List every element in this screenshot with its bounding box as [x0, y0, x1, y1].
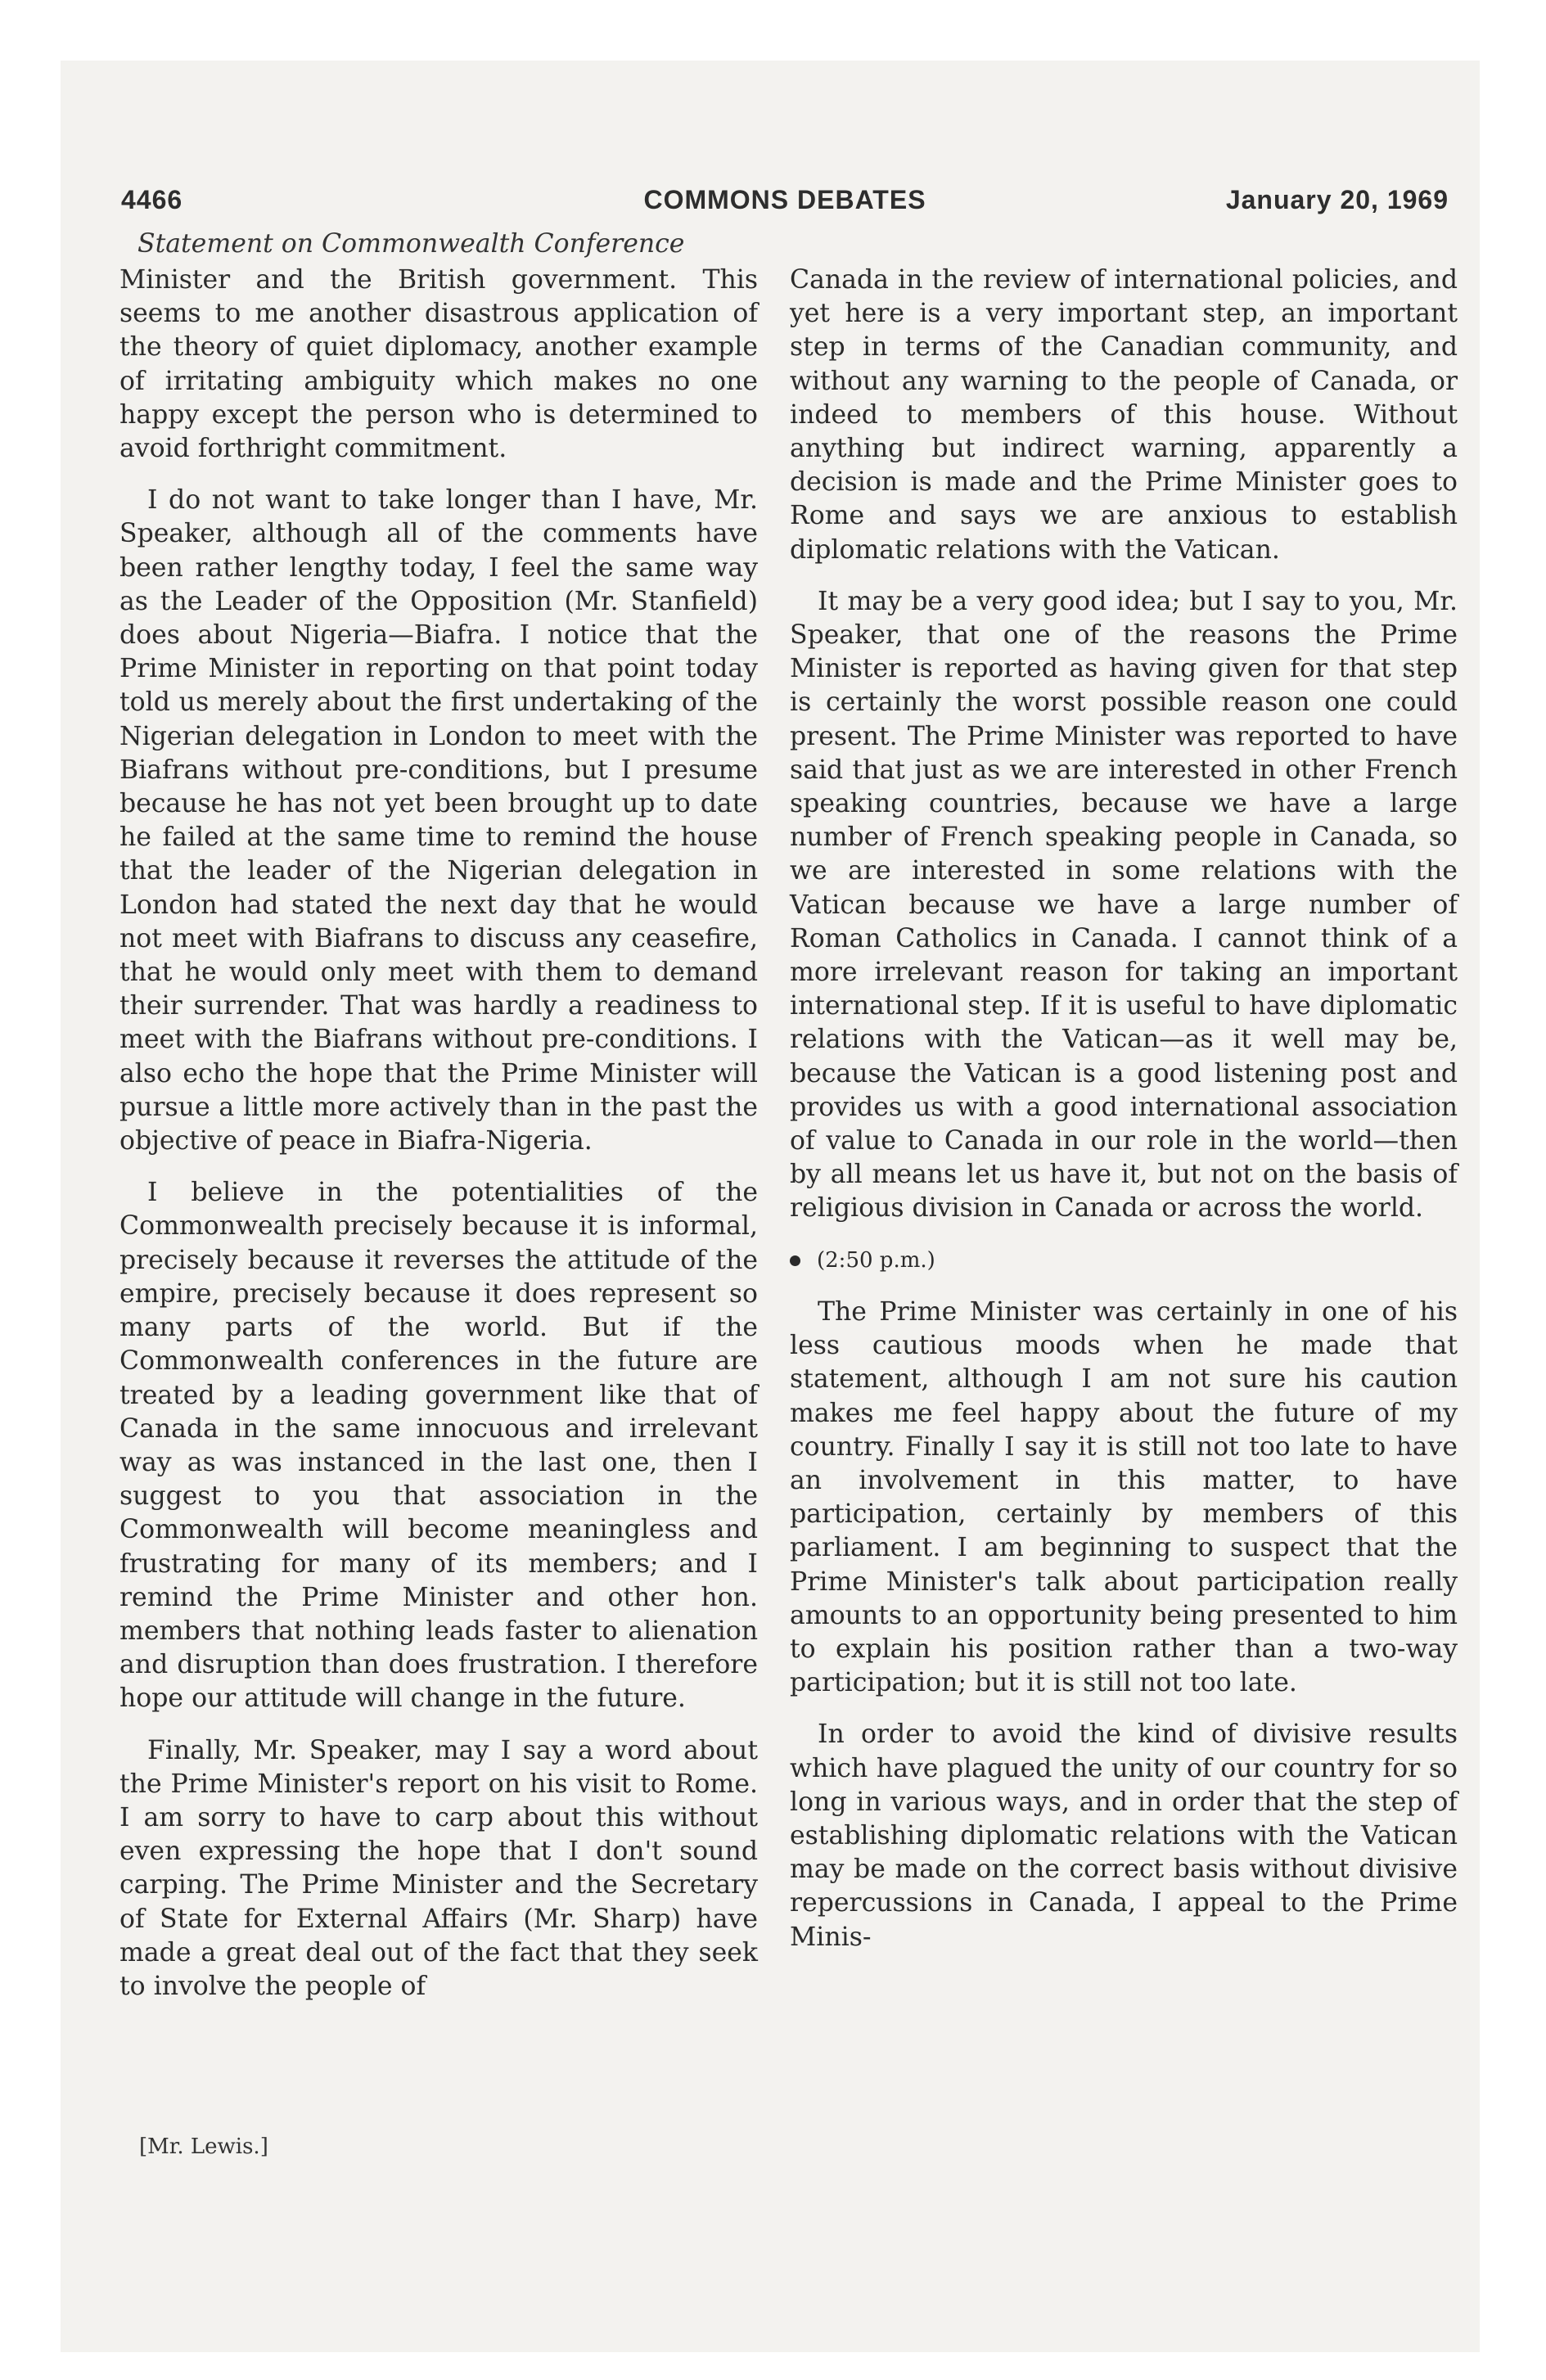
section-subject: Statement on Commonwealth Conference: [137, 229, 685, 259]
left-column: [119, 264, 758, 2022]
bullet-icon: [790, 1255, 800, 1266]
paragraph: Canada in the review of international policies, and yet here is a very important step, an important step in terms of the Canadian community, and without any warning to the people of Canada, or indeed to members of this house. Without anything but indirect warning, apparently a decision is made and the Prime Minister goes to Rome and says we are anxious to establish diplomatic relations with the Vatican.: [790, 265, 1458, 565]
paragraph: Minister and the British government. This seems to me another disastrous application of the theory of quiet diplomacy, another example of irritating ambiguity which makes no one happy except the person who is determined to avoid forthright commitment.: [119, 265, 758, 464]
right-column: [790, 264, 1458, 1972]
page-number: 4466: [121, 185, 183, 214]
speaker-tag: [Mr. Lewis.]: [139, 2134, 268, 2159]
paragraph: The Prime Minister was certainly in one of his less cautious moods when he made that statement, although I am not sure his caution makes me feel happy about the future of my country. Finally I say it is still not too late to have an involvement in this matter, to have participation, certainly by members of this parliament. I am beginning to suspect that the Prime Minister's talk about participation really amounts to an opportunity being presented to him to explain his position rather than a two-way participation; but it is still not too late.: [790, 1296, 1458, 1698]
page-header: [121, 185, 1449, 221]
paragraph: I believe in the potentialities of the Commonwealth precisely because it is informal, precisely because it reverses the attitude of the empire, precisely because it does represent so many parts of the world. But if the Commonwealth conferences in the future are treated by a leading government like that of Canada in the same innocuous and irrelevant way as was instanced in the last one, then I suggest to you that association in the Commonwealth will become meaningless and frustrating for many of its members; and I remind the Prime Minister and other hon. members that nothing leads faster to alienation and disruption than does frustration. I therefore hope our attitude will change in the future.: [119, 1178, 758, 1714]
time-marker-text: (2:50 p.m.): [817, 1247, 935, 1273]
issue-date: January 20, 1969: [1225, 185, 1449, 214]
paragraph: I do not want to take longer than I have, Mr. Speaker, although all of the comments have been rather lengthy today, I feel the same way as the Leader of the Opposition (Mr. Stanfield) does about Nigeria—Biafra. I notice that the Prime Minister in reporting on that point today told us merely about the first undertaking of the Nigerian delegation in London to meet with the Biafrans without pre-conditions, but I presume because he has not yet been brought up to date he failed at the same time to remind the house that the leader of the Nigerian delegation in London had stated the next day that he would not meet with Biafrans to discuss any ceasefire, that he would only meet with them to demand their surrender. That was hardly a readiness to meet with the Biafrans without pre-conditions. I also echo the hope that the Prime Minister will pursue a little more actively than in the past the objective of peace in Biafra-Nigeria.: [119, 485, 758, 1156]
paragraph: Finally, Mr. Speaker, may I say a word about the Prime Minister's report on his visit to Rome. I am sorry to have to carp about this without even expressing the hope that I don't sound carping. The Prime Minister and the Secretary of State for External Affairs (Mr. Sharp) have made a great deal out of the fact that they seek to involve the people of: [119, 1735, 758, 2001]
time-marker: [790, 1244, 1458, 1278]
paragraph: It may be a very good idea; but I say to you, Mr. Speaker, that one of the reasons the Prime Minister is reported as having given for that step is certainly the worst possible reason one could present. The Prime Minister was reported to have said that just as we are interested in other French speaking countries, because we have a large number of French speaking people in Canada, so we are interested in some relations with the Vatican because we have a large number of Roman Catholics in Canada. I cannot think of a more irrelevant reason for taking an important international step. If it is useful to have diplomatic relations with the Vatican—as it well may be, because the Vatican is a good listening post and provides us with a good international association of value to Canada in our role in the world—then by all means let us have it, but not on the basis of religious division in Canada or across the world.: [790, 586, 1458, 1224]
publication-title: COMMONS DEBATES: [643, 185, 926, 214]
paragraph: In order to avoid the kind of divisive results which have plagued the unity of our country for so long in various ways, and in order that the step of establishing diplomatic relations with the Vatican may be made on the correct basis without divisive repercussions in Canada, I appeal to the Prime Minis-: [790, 1720, 1458, 1952]
